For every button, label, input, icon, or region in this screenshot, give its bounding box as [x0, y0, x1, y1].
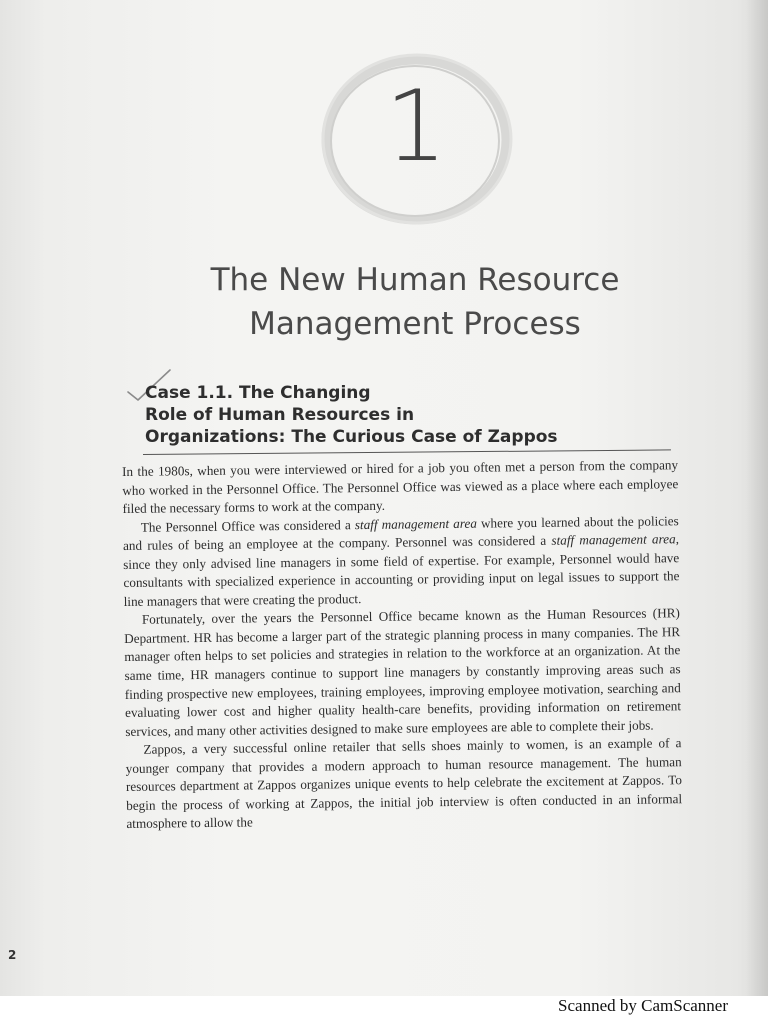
paragraph-2	[123, 512, 680, 612]
paragraph-2-emphasis-1: staff management area	[354, 515, 477, 532]
scanner-watermark: Scanned by CamScanner	[558, 996, 728, 1015]
paragraph-4: Zappos, a very successful online retailer that sells shoes mainly to women, is an example of a younger company that provides a modern approach to human resource management. The human resources department at Zappos organizes unique events to help celebrate the excitement at Zappos. To begin the process of working at Zappos, the initial job interview is often conducted in an informal atmosphere to allow the	[125, 735, 683, 832]
case-heading-line-1: Case 1.1. The Changing	[145, 383, 371, 403]
body-text	[122, 456, 682, 834]
chapter-title	[160, 258, 670, 346]
heading-divider	[143, 449, 671, 455]
case-heading-line-2: Role of Human Resources in	[145, 405, 415, 425]
paragraph-3: Fortunately, over the years the Personnel Office became known as the Human Resources (HR) Department. HR has become a larger part of the strategic planning process in many companies. The HR manager often helps to set policies and strategies in relation to the workforce at an organization. At the same time, HR managers continue to support line managers by constantly improving areas such as finding prospective new employees, training employees, improving employee motivation, searching and evaluating lower cost and higher quality health-care benefits, providing information on retirement services, and many other activities designed to make sure employees are able to complete their jobs.	[124, 605, 682, 739]
chapter-title-line-2: Management Process	[249, 306, 581, 342]
paragraph-2-text-c: where you learned about the policies and rules of being an employee at the company. Personnel was considered a	[122, 512, 679, 554]
chapter-title-line-1: The New Human Resource	[210, 262, 620, 298]
page-number: 2	[8, 948, 17, 962]
case-heading	[145, 382, 625, 448]
paragraph-2-text-a: The Personnel Office was considered a	[140, 516, 355, 535]
case-heading-line-3: Organizations: The Curious Case of Zappos	[145, 427, 558, 447]
chapter-number: 1	[384, 70, 448, 184]
paragraph-2-emphasis-2: staff management area	[551, 531, 676, 548]
page-edge-shadow	[746, 0, 768, 996]
paragraph-2-text-e: , since they only advised line managers in some field of expertise. For example, Personnel would have consultants with specialized experience in accounting or providing input on legal issues to support the line managers that were creating the product.	[123, 531, 680, 609]
paragraph-1: In the 1980s, when you were interviewed or hired for a job you often met a person from the company who worked in the Personnel Office. The Personnel Office was viewed as a place where each employee filed the necessary forms to work at the company.	[122, 457, 679, 517]
